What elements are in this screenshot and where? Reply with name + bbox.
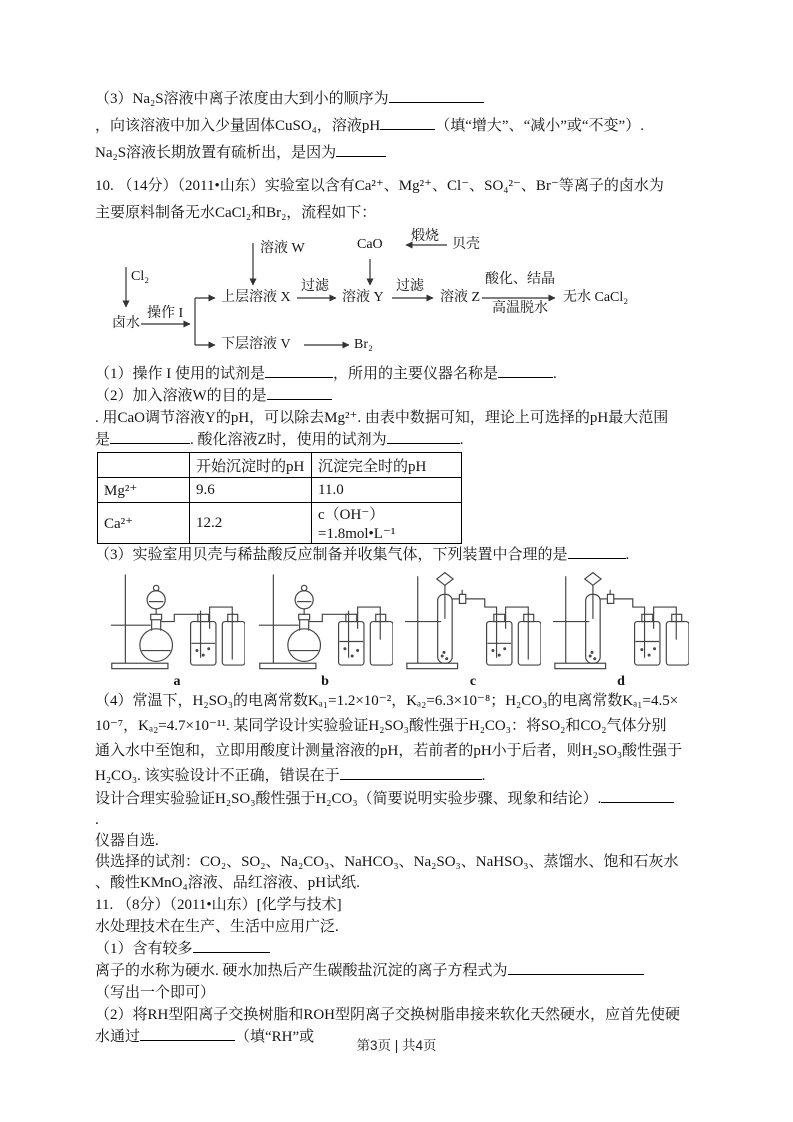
blank-underline xyxy=(110,430,190,444)
gas-tube xyxy=(614,599,645,611)
table-cell-value: 11.0 xyxy=(312,478,462,503)
text-line xyxy=(95,789,715,810)
blank-underline xyxy=(601,789,674,803)
connector-tube xyxy=(654,607,677,611)
text-line xyxy=(95,429,715,451)
table-header-start-ph: 开始沉淀时的pH xyxy=(190,453,312,478)
flow-label-operation1: 操作 I xyxy=(147,306,184,321)
text-line xyxy=(95,873,715,894)
gas-tube xyxy=(466,599,497,611)
q10-p2-text-c: 是 xyxy=(95,432,111,448)
separating-funnel xyxy=(295,585,313,619)
blank-underline xyxy=(340,766,482,780)
flow-label-solution-w: 溶液 W xyxy=(260,241,305,256)
q10-instruments-text: 仪器自选. xyxy=(95,833,159,849)
question-10-part4 xyxy=(95,689,715,789)
apparatus-label-c: c xyxy=(469,674,477,689)
question-11 xyxy=(95,894,715,1048)
flow-label-solution-z: 溶液 Z xyxy=(440,290,481,305)
stopcock xyxy=(600,590,614,604)
apparatus-d-figure xyxy=(553,569,689,675)
table-cell-value: 12.2 xyxy=(190,503,312,544)
apparatus-b-figure xyxy=(257,569,393,675)
q10-design-period: . xyxy=(95,812,99,828)
q11-line1: 水处理技术在生产、生活中应用广泛. xyxy=(95,919,339,935)
q11-line4: （写出一个即可） xyxy=(95,985,216,1001)
question-10-parts-1-2 xyxy=(95,363,715,451)
q9-line3-text: Na₂S溶液长期放置有硫析出，是因为 xyxy=(95,145,337,161)
text-line xyxy=(95,689,715,714)
q10-p4-line3: 通入水中至饱和，立即用酸度计测量溶液的pH，若前者的pH小于后者，则H₂SO₃酸性强于 xyxy=(95,743,683,759)
question-10-header xyxy=(95,173,715,227)
text-line xyxy=(95,113,715,140)
text-line xyxy=(95,960,715,982)
ring-stand xyxy=(553,576,606,668)
text-line xyxy=(95,1004,715,1026)
flow-label-shell: 贝壳 xyxy=(452,237,480,252)
q10-p2-text-d: . 酸化溶液Z时，使用的试剂为 xyxy=(190,432,387,448)
separating-funnel xyxy=(147,585,165,619)
precipitation-ph-table xyxy=(97,452,462,544)
text-line xyxy=(95,714,715,739)
flow-label-lower-solution-v: 下层溶液 V xyxy=(221,337,291,352)
process-flow-diagram xyxy=(111,229,715,361)
apparatus-label-a: a xyxy=(173,674,181,689)
table-cell-value: c（OH⁻）=1.8mol•L⁻¹ xyxy=(312,503,462,544)
blank-underline xyxy=(389,89,484,103)
flow-label-filter1: 过滤 xyxy=(301,279,329,294)
q9-line2-hint: （填“增大”、“减小”或“不变”）. xyxy=(435,118,644,134)
round-flask xyxy=(140,620,173,662)
apparatus-option-a xyxy=(109,569,245,689)
text-line xyxy=(95,764,715,789)
apparatus-c-figure xyxy=(405,569,541,675)
text-line xyxy=(95,200,715,227)
q10-p4-line2: 10⁻⁷，Kₐ₂=4.7×10⁻¹¹. 某同学设计实验验证H₂SO₃酸性强于H₂CO₃：将SO₂和CO₂气体分别 xyxy=(95,718,667,734)
flow-label-cao: CaO xyxy=(357,237,383,252)
table-header-row xyxy=(98,453,462,478)
collection-bottle xyxy=(518,611,541,665)
apparatus-option-b xyxy=(257,569,393,689)
flow-label-dehydrate: 高温脱水 xyxy=(492,301,548,316)
text-line xyxy=(95,938,715,960)
text-line xyxy=(95,544,715,567)
blank-underline xyxy=(380,116,435,130)
table-header-empty xyxy=(98,453,190,478)
page-footer xyxy=(0,1034,793,1054)
blank-underline xyxy=(267,386,332,400)
flow-label-acidify-crystallize: 酸化、结晶 xyxy=(485,272,555,287)
connector-tube xyxy=(358,607,381,611)
q10-p4-line4-end: . xyxy=(481,768,486,784)
blank-underline xyxy=(568,545,626,559)
q10-p3-text-a: （3）实验室用贝壳与稀盐酸反应制备并收集气体，下列装置中合理的是 xyxy=(95,547,568,563)
text-line xyxy=(95,739,715,764)
table-row xyxy=(98,503,462,544)
gas-tube xyxy=(309,614,349,621)
collection-bottle xyxy=(222,611,245,665)
gas-tube xyxy=(161,614,201,621)
q10-p2-text-e: . xyxy=(459,432,464,448)
q11-line5: （2）将RH型阳离子交换树脂和ROH型阴离子交换树脂串接来软化天然硬水，应首先使硬 xyxy=(95,1007,681,1023)
text-line xyxy=(95,385,715,407)
wash-bottle xyxy=(339,611,364,665)
q10-p2-text-a: （2）加入溶液W的目的是 xyxy=(95,388,267,404)
q10-p1-text-b: ，所用的主要仪器名称是 xyxy=(333,366,499,382)
apparatus-option-d xyxy=(553,569,689,689)
flow-label-solution-y: 溶液 Y xyxy=(342,290,384,305)
question-10-design-block xyxy=(95,789,715,894)
flow-label-br2: Br₂ xyxy=(354,337,373,352)
text-line xyxy=(95,363,715,385)
q11-line6-end: （填“RH”或 xyxy=(235,1029,315,1045)
table-cell-value: 9.6 xyxy=(190,478,312,503)
wash-bottle xyxy=(191,611,216,665)
apparatus-option-c xyxy=(405,569,541,689)
wash-bottle xyxy=(635,611,660,665)
text-line xyxy=(95,916,715,938)
apparatus-label-d: d xyxy=(617,674,625,689)
q10-p2-text-b: . 用CaO调节溶液Y的pH，可以除去Mg²⁺. 由表中数据可知，理论上可选择的pH最大范围 xyxy=(95,410,669,426)
text-line xyxy=(95,894,715,916)
table-cell-ion: Ca²⁺ xyxy=(98,503,190,544)
flow-label-upper-solution-x: 上层溶液 X xyxy=(221,290,291,305)
q9-line1-text: （3）Na₂S溶液中离子浓度由大到小的顺序为 xyxy=(95,91,389,107)
collection-bottle xyxy=(370,611,393,665)
connector-tube xyxy=(210,607,233,611)
text-line xyxy=(95,86,715,113)
flow-label-anhydrous-cacl2: 无水 CaCl₂ xyxy=(563,290,629,305)
q10-p4-line4: H₂CO₃. 该实验设计不正确，错误在于 xyxy=(95,768,340,784)
blank-underline xyxy=(387,430,460,444)
text-line xyxy=(95,407,715,429)
q11-line6: 水通过 xyxy=(95,1029,141,1045)
text-line xyxy=(95,852,715,873)
q11-line3: 离子的水称为硬水. 硬水加热后产生碳酸盐沉淀的离子方程式为 xyxy=(95,963,508,979)
q10-p1-text-c: . xyxy=(553,366,557,382)
blank-underline xyxy=(193,939,270,953)
blank-underline xyxy=(498,364,553,378)
page-number-text: 第3页 | 共4页 xyxy=(356,1038,437,1053)
q11-line2: （1）含有较多 xyxy=(95,941,193,957)
text-line xyxy=(95,173,715,200)
blank-underline xyxy=(336,143,386,157)
flow-label-brine: 卤水 xyxy=(112,316,140,331)
apparatus-label-b: b xyxy=(321,674,329,689)
round-flask xyxy=(288,620,321,662)
q11-header: 11. （8分）（2011•山东）[化学与技术] xyxy=(95,897,342,913)
blank-underline xyxy=(508,961,644,975)
flow-label-calcine: 煅烧 xyxy=(411,229,439,244)
text-line xyxy=(95,982,715,1004)
q10-design-text: 设计合理实验验证H₂SO₃酸性强于H₂CO₃（简要说明实验步骤、现象和结论）. xyxy=(95,791,602,807)
table-header-complete-ph: 沉淀完全时的pH xyxy=(312,453,462,478)
stopcock xyxy=(452,590,466,604)
text-line xyxy=(95,831,715,852)
q10-p4-line1: （4）常温下，H₂SO₃的电离常数Kₐ₁=1.2×10⁻²，Kₐ₂=6.3×10⁻⁸；H₂CO₃的电离常数Kₐ₁=4.5× xyxy=(95,693,679,709)
flow-label-cl2: Cl₂ xyxy=(131,269,150,284)
wash-bottle xyxy=(487,611,512,665)
q10-header-line1: 10. （14分）（2011•山东）实验室以含有Ca²⁺、Mg²⁺、Cl⁻、SO₄²⁻、Br⁻等离子的卤水为 xyxy=(95,178,664,194)
q10-header-line2: 主要原料制备无水CaCl₂和Br₂，流程如下： xyxy=(95,205,377,221)
flow-label-filter2: 过滤 xyxy=(396,279,424,294)
apparatus-options xyxy=(109,569,715,689)
q9-line2-text: ，向该溶液中加入少量固体CuSO₄，溶液pH xyxy=(95,118,381,134)
connector-tube xyxy=(506,607,529,611)
blank-underline xyxy=(265,364,333,378)
table-cell-ion: Mg²⁺ xyxy=(98,478,190,503)
apparatus-a-figure xyxy=(109,569,245,675)
ring-stand xyxy=(405,576,458,668)
text-line xyxy=(95,810,715,831)
collection-bottle xyxy=(666,611,689,665)
text-line xyxy=(95,140,715,167)
q10-p3-text-b: . xyxy=(625,547,630,563)
question-9-part3 xyxy=(95,86,715,167)
q10-reagents-line1: 供选择的试剂：CO₂、SO₂、Na₂CO₃、NaHCO₃、Na₂SO₃、NaHSO₃、蒸馏水、饱和石灰水 xyxy=(95,854,679,870)
table-row xyxy=(98,478,462,503)
q10-reagents-line2: 、酸性KMnO₄溶液、品红溶液、pH试纸. xyxy=(95,875,360,891)
q10-p1-text-a: （1）操作 I 使用的试剂是 xyxy=(95,366,265,382)
